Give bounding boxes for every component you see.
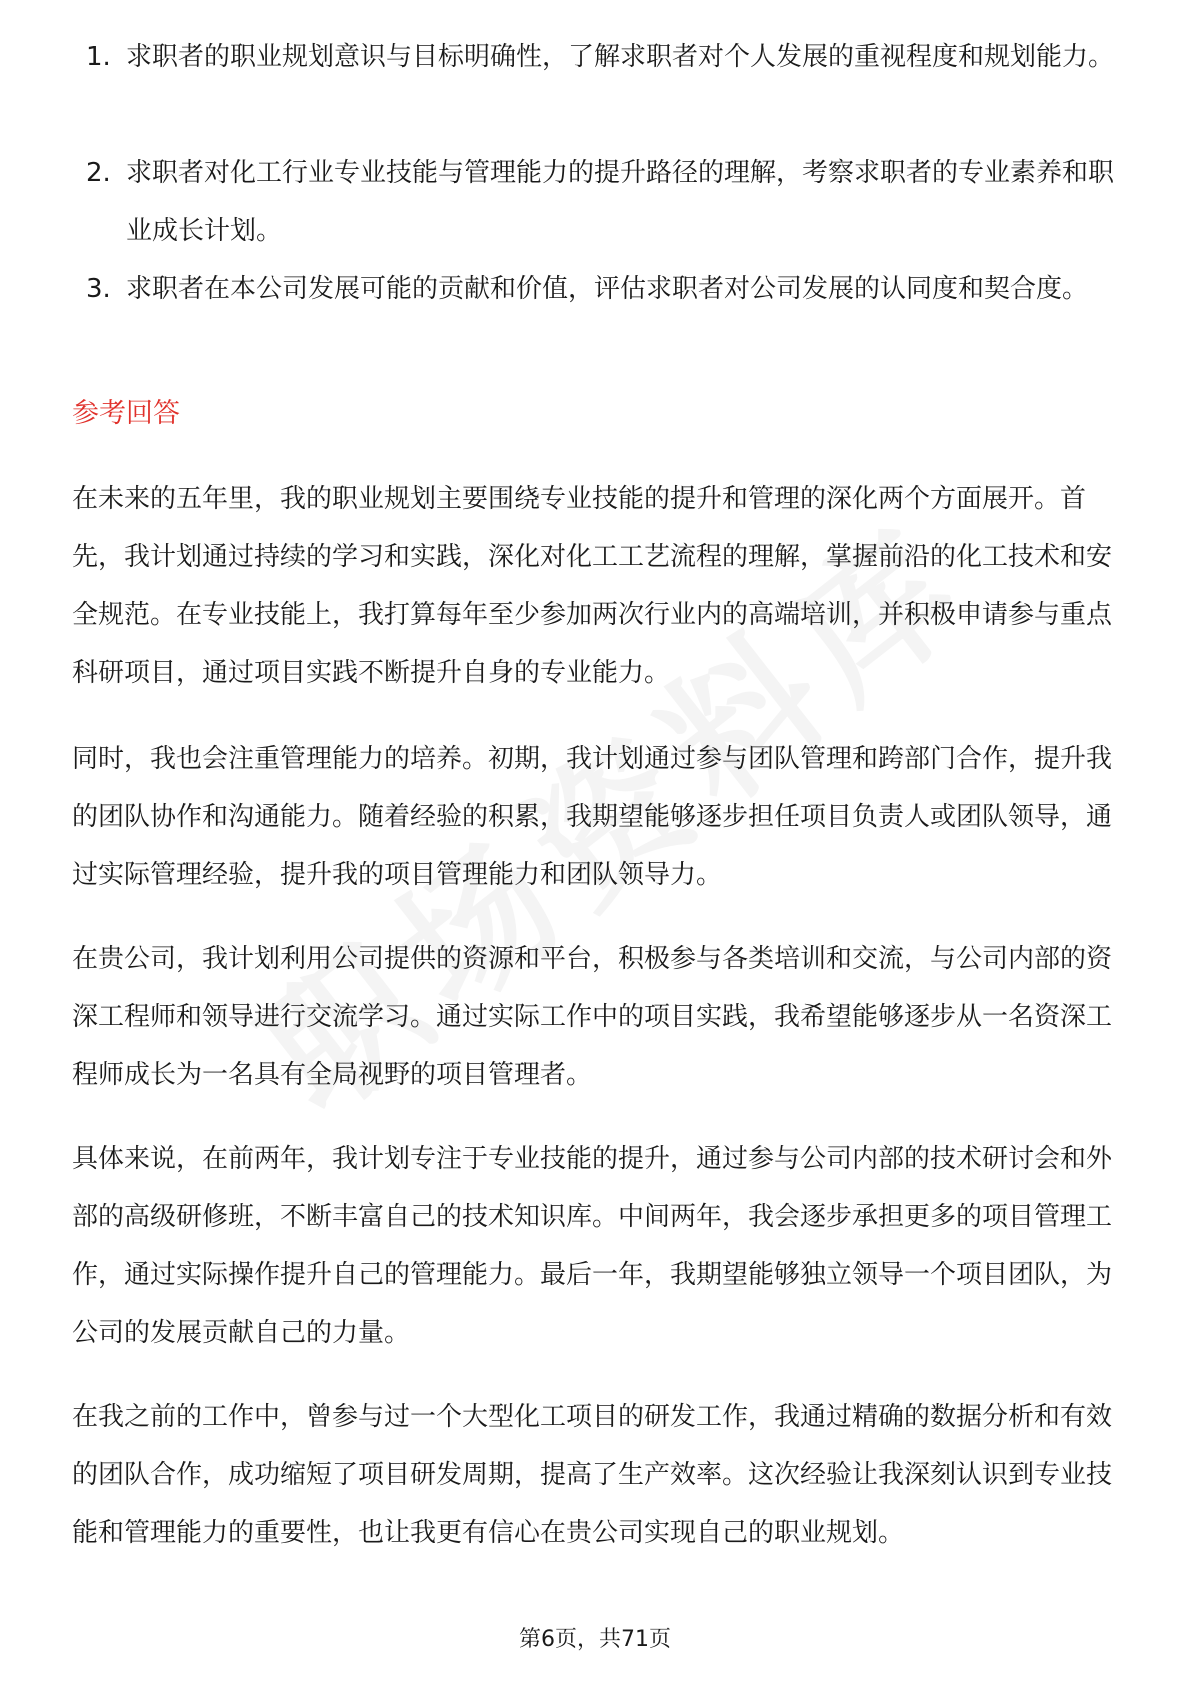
section-heading-reference-answer: 参考回答 — [72, 398, 180, 429]
evaluation-points-list — [72, 28, 1122, 376]
list-item-number: 3. — [86, 274, 111, 304]
answer-paragraph: 在未来的五年里，我的职业规划主要围绕专业技能的提升和管理的深化两个方面展开。首先，我计划通过持续的学习和实践，深化对化工工艺流程的理解，掌握前沿的化工技术和安全规范。在专业技能上，我打算每年至少参加两次行业内的高端培训，并积极申请参与重点科研项目，通过项目实践不断提升自身的专业能力。 — [72, 484, 1113, 688]
list-item — [72, 144, 1122, 260]
list-item-number: 2. — [86, 158, 111, 188]
list-item — [72, 260, 1122, 376]
answer-paragraph: 在我之前的工作中，曾参与过一个大型化工项目的研发工作，我通过精确的数据分析和有效的团队合作，成功缩短了项目研发周期，提高了生产效率。这次经验让我深刻认识到专业技能和管理能力的重要性，也让我更有信心在贵公司实现自己的职业规划。 — [72, 1402, 1113, 1548]
list-item-text: 求职者的职业规划意识与目标明确性，了解求职者对个人发展的重视程度和规划能力。 — [126, 42, 1115, 72]
answer-paragraph: 同时，我也会注重管理能力的培养。初期，我计划通过参与团队管理和跨部门合作，提升我的团队协作和沟通能力。随着经验的积累，我期望能够逐步担任项目负责人或团队领导，通过实际管理经验，提升我的项目管理能力和团队领导力。 — [72, 744, 1113, 890]
list-item-number: 1. — [86, 42, 111, 72]
list-item-text: 求职者在本公司发展可能的贡献和价值，评估求职者对公司发展的认同度和契合度。 — [126, 274, 1089, 304]
page-number-footer: 第6页，共71页 — [519, 1627, 671, 1652]
list-item-text: 求职者对化工行业专业技能与管理能力的提升路径的理解，考察求职者的专业素养和职业成长计划。 — [126, 158, 1115, 246]
list-item — [72, 28, 1122, 144]
answer-paragraph: 在贵公司，我计划利用公司提供的资源和平台，积极参与各类培训和交流，与公司内部的资深工程师和领导进行交流学习。通过实际工作中的项目实践，我希望能够逐步从一名资深工程师成长为一名具有全局视野的项目管理者。 — [72, 944, 1113, 1090]
answer-paragraph: 具体来说，在前两年，我计划专注于专业技能的提升，通过参与公司内部的技术研讨会和外部的高级研修班，不断丰富自己的技术知识库。中间两年，我会逐步承担更多的项目管理工作，通过实际操作提升自己的管理能力。最后一年，我期望能够独立领导一个项目团队，为公司的发展贡献自己的力量。 — [72, 1144, 1113, 1348]
